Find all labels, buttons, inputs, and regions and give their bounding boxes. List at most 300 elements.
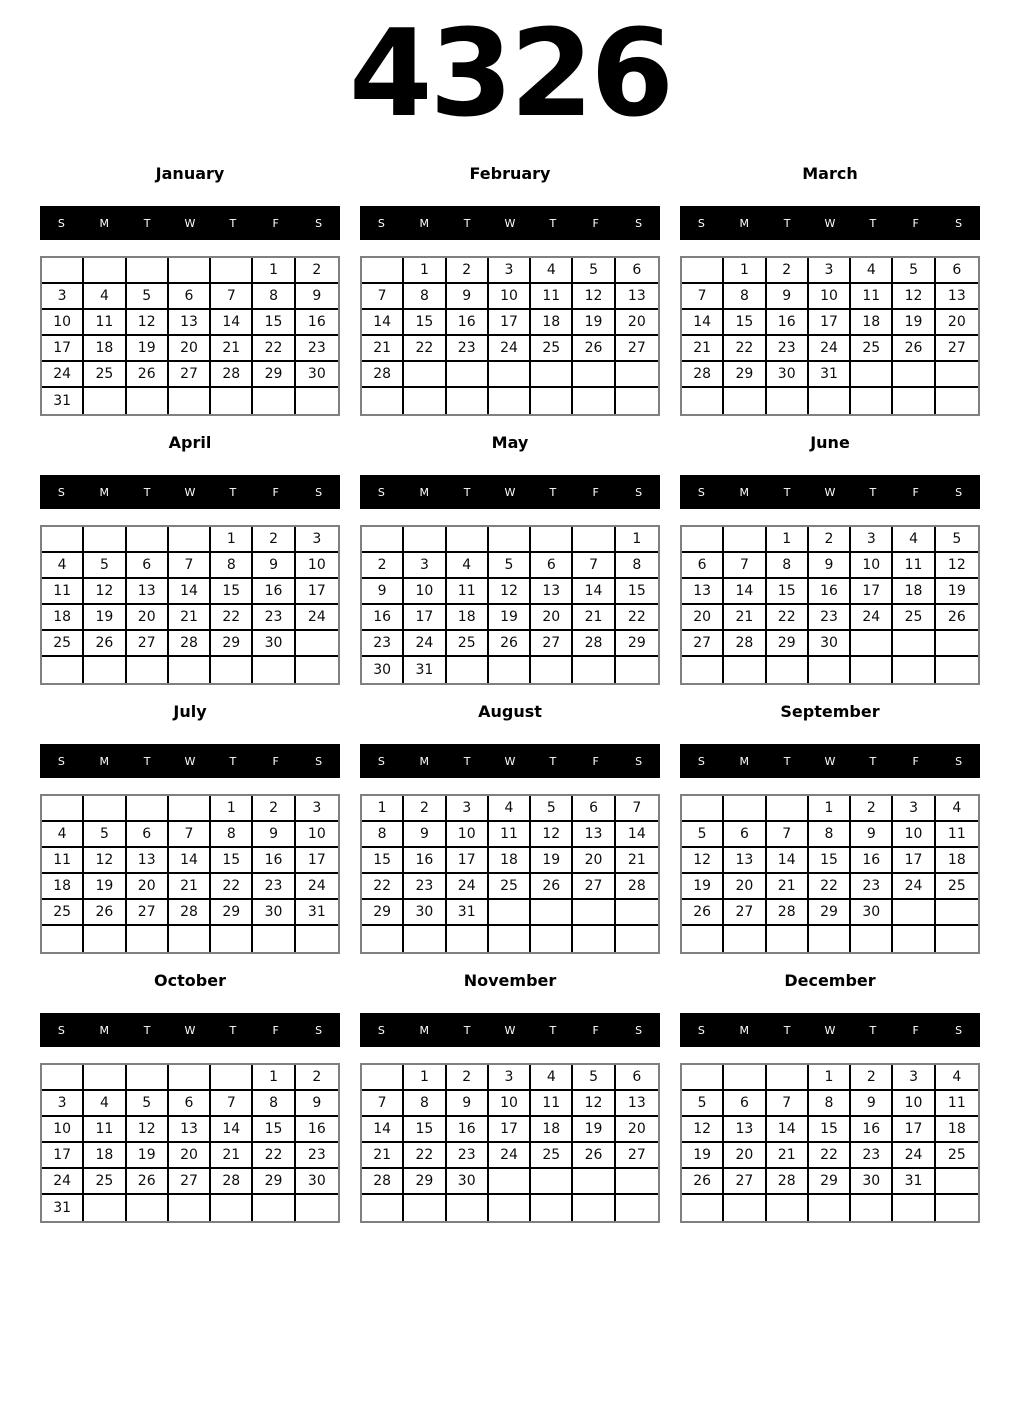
weekday-label: M [419,485,430,499]
month-day-grid [360,1063,660,1223]
weekday-header-bar [680,744,980,778]
empty-day-cell [724,1065,766,1091]
weekday-label: T [229,216,237,230]
day-cell: 1 [767,527,809,553]
empty-day-cell [84,657,126,683]
weekday-label: M [99,216,110,230]
day-cell: 8 [809,822,851,848]
empty-day-cell [573,527,615,553]
day-cell: 27 [573,874,615,900]
day-cell: 23 [851,1143,893,1169]
day-cell: 7 [362,284,404,310]
empty-day-cell [169,388,211,414]
empty-day-cell [724,926,766,952]
day-cell: 12 [489,579,531,605]
day-cell: 5 [682,822,724,848]
day-cell: 21 [362,336,404,362]
empty-day-cell [682,527,724,553]
weekday-label: S [315,1023,323,1037]
weekday-label: S [57,754,65,768]
day-cell: 29 [253,362,295,388]
day-cell: 16 [404,848,446,874]
day-cell: 11 [84,1117,126,1143]
month-day-grid [40,794,340,954]
day-cell: 5 [531,796,573,822]
empty-day-cell [127,657,169,683]
weekday-label: M [739,754,750,768]
day-cell: 6 [724,1091,766,1117]
weekday-header-bar [40,1013,340,1047]
day-cell: 13 [724,848,766,874]
month-block [360,970,660,1223]
day-cell: 4 [531,258,573,284]
empty-day-cell [253,657,295,683]
day-cell: 26 [84,900,126,926]
day-cell: 17 [893,1117,935,1143]
weekday-label: T [869,485,877,499]
month-title: December [784,971,876,990]
weekday-label: W [824,754,836,768]
day-cell: 1 [616,527,658,553]
empty-day-cell [851,631,893,657]
day-cell: 11 [42,579,84,605]
day-cell: 11 [531,1091,573,1117]
day-cell: 5 [682,1091,724,1117]
day-cell: 15 [767,579,809,605]
day-cell: 15 [404,1117,446,1143]
day-cell: 27 [169,1169,211,1195]
day-cell: 27 [724,1169,766,1195]
day-cell: 3 [809,258,851,284]
day-cell: 8 [404,1091,446,1117]
day-cell: 24 [489,1143,531,1169]
weekday-label: M [739,216,750,230]
day-cell: 24 [489,336,531,362]
weekday-label: T [463,485,471,499]
day-cell: 2 [851,1065,893,1091]
empty-day-cell [296,1195,338,1221]
empty-day-cell [296,388,338,414]
day-cell: 1 [724,258,766,284]
day-cell: 5 [84,553,126,579]
day-cell: 16 [809,579,851,605]
empty-day-cell [296,657,338,683]
weekday-label: F [592,754,599,768]
day-cell: 11 [851,284,893,310]
empty-day-cell [42,796,84,822]
empty-day-cell [127,796,169,822]
day-cell: 8 [767,553,809,579]
empty-day-cell [253,388,295,414]
empty-day-cell [84,258,126,284]
empty-day-cell [851,926,893,952]
weekday-label: T [783,1023,791,1037]
day-cell: 17 [893,848,935,874]
day-cell: 4 [42,822,84,848]
day-cell: 5 [84,822,126,848]
empty-day-cell [936,900,978,926]
day-cell: 4 [447,553,489,579]
day-cell: 18 [84,1143,126,1169]
weekday-label: S [315,485,323,499]
day-cell: 16 [851,848,893,874]
empty-day-cell [809,388,851,414]
day-cell: 26 [682,1169,724,1195]
day-cell: 28 [724,631,766,657]
empty-day-cell [127,388,169,414]
day-cell: 3 [42,284,84,310]
day-cell: 18 [42,874,84,900]
day-cell: 12 [936,553,978,579]
day-cell: 18 [531,310,573,336]
empty-day-cell [84,1065,126,1091]
day-cell: 27 [531,631,573,657]
empty-day-cell [809,657,851,683]
day-cell: 25 [851,336,893,362]
empty-day-cell [169,527,211,553]
day-cell: 3 [447,796,489,822]
day-cell: 1 [809,1065,851,1091]
day-cell: 10 [296,822,338,848]
day-cell: 13 [573,822,615,848]
empty-day-cell [127,258,169,284]
day-cell: 3 [851,527,893,553]
day-cell: 19 [127,336,169,362]
empty-day-cell [616,926,658,952]
empty-day-cell [893,926,935,952]
day-cell: 30 [296,1169,338,1195]
day-cell: 27 [682,631,724,657]
day-cell: 23 [404,874,446,900]
month-title: February [469,164,551,183]
weekday-label: W [824,485,836,499]
weekday-label: F [592,485,599,499]
day-cell: 8 [253,284,295,310]
day-cell: 2 [253,527,295,553]
weekday-label: S [377,485,385,499]
day-cell: 2 [404,796,446,822]
day-cell: 20 [682,605,724,631]
weekday-label: T [143,754,151,768]
day-cell: 27 [616,336,658,362]
empty-day-cell [936,388,978,414]
day-cell: 9 [851,1091,893,1117]
day-cell: 10 [42,310,84,336]
day-cell: 11 [936,822,978,848]
day-cell: 22 [253,1143,295,1169]
day-cell: 30 [296,362,338,388]
day-cell: 11 [489,822,531,848]
day-cell: 3 [489,1065,531,1091]
day-cell: 30 [447,1169,489,1195]
empty-day-cell [211,1195,253,1221]
empty-day-cell [893,388,935,414]
day-cell: 7 [724,553,766,579]
day-cell: 2 [767,258,809,284]
day-cell: 4 [936,1065,978,1091]
empty-day-cell [447,926,489,952]
day-cell: 14 [767,1117,809,1143]
empty-day-cell [893,362,935,388]
day-cell: 13 [169,310,211,336]
empty-day-cell [893,1195,935,1221]
empty-day-cell [616,1169,658,1195]
day-cell: 25 [84,1169,126,1195]
day-cell: 16 [851,1117,893,1143]
day-cell: 8 [211,553,253,579]
month-day-grid [40,525,340,685]
weekday-label: T [143,216,151,230]
day-cell: 7 [682,284,724,310]
day-cell: 23 [253,605,295,631]
day-cell: 24 [42,362,84,388]
weekday-label: S [315,754,323,768]
weekday-label: W [184,216,196,230]
day-cell: 2 [447,1065,489,1091]
day-cell: 5 [893,258,935,284]
day-cell: 15 [404,310,446,336]
day-cell: 19 [573,1117,615,1143]
day-cell: 21 [169,605,211,631]
empty-day-cell [616,388,658,414]
day-cell: 20 [573,848,615,874]
weekday-label: F [592,1023,599,1037]
day-cell: 11 [531,284,573,310]
weekday-header-bar [360,475,660,509]
empty-day-cell [42,527,84,553]
day-cell: 24 [447,874,489,900]
empty-day-cell [253,926,295,952]
day-cell: 6 [169,1091,211,1117]
empty-day-cell [851,1195,893,1221]
day-cell: 30 [809,631,851,657]
empty-day-cell [893,900,935,926]
day-cell: 16 [767,310,809,336]
weekday-header-bar [40,206,340,240]
weekday-label: T [549,216,557,230]
day-cell: 22 [253,336,295,362]
day-cell: 23 [253,874,295,900]
weekday-label: F [912,1023,919,1037]
day-cell: 8 [362,822,404,848]
day-cell: 19 [682,874,724,900]
weekday-header-bar [40,744,340,778]
day-cell: 28 [767,1169,809,1195]
day-cell: 28 [211,362,253,388]
weekday-label: S [57,485,65,499]
empty-day-cell [531,1169,573,1195]
day-cell: 30 [851,900,893,926]
day-cell: 6 [936,258,978,284]
empty-day-cell [616,1195,658,1221]
month-day-grid [40,1063,340,1223]
day-cell: 12 [84,579,126,605]
day-cell: 20 [531,605,573,631]
empty-day-cell [169,657,211,683]
day-cell: 28 [362,362,404,388]
day-cell: 4 [936,796,978,822]
day-cell: 15 [809,1117,851,1143]
day-cell: 9 [447,284,489,310]
month-title: March [802,164,858,183]
empty-day-cell [531,362,573,388]
day-cell: 6 [127,822,169,848]
day-cell: 10 [296,553,338,579]
weekday-label: W [504,485,516,499]
weekday-label: W [504,754,516,768]
day-cell: 14 [362,310,404,336]
day-cell: 23 [447,1143,489,1169]
empty-day-cell [573,362,615,388]
day-cell: 26 [893,336,935,362]
day-cell: 27 [616,1143,658,1169]
day-cell: 10 [489,1091,531,1117]
day-cell: 17 [489,1117,531,1143]
day-cell: 22 [809,874,851,900]
empty-day-cell [489,657,531,683]
day-cell: 20 [616,310,658,336]
day-cell: 9 [809,553,851,579]
day-cell: 22 [404,1143,446,1169]
day-cell: 25 [447,631,489,657]
empty-day-cell [489,900,531,926]
day-cell: 19 [936,579,978,605]
day-cell: 20 [169,1143,211,1169]
day-cell: 6 [531,553,573,579]
weekday-label: W [184,485,196,499]
day-cell: 7 [362,1091,404,1117]
day-cell: 23 [851,874,893,900]
weekday-label: T [463,754,471,768]
empty-day-cell [767,796,809,822]
day-cell: 14 [211,310,253,336]
empty-day-cell [851,657,893,683]
day-cell: 14 [682,310,724,336]
day-cell: 29 [211,631,253,657]
day-cell: 19 [84,605,126,631]
day-cell: 20 [169,336,211,362]
day-cell: 10 [893,1091,935,1117]
day-cell: 15 [253,310,295,336]
day-cell: 10 [42,1117,84,1143]
empty-day-cell [489,527,531,553]
day-cell: 6 [616,258,658,284]
day-cell: 21 [767,874,809,900]
month-block [680,970,980,1223]
empty-day-cell [42,258,84,284]
month-block [40,970,340,1223]
day-cell: 19 [531,848,573,874]
day-cell: 15 [253,1117,295,1143]
weekday-label: M [99,485,110,499]
day-cell: 31 [404,657,446,683]
empty-day-cell [169,258,211,284]
day-cell: 10 [809,284,851,310]
weekday-label: T [783,485,791,499]
day-cell: 25 [531,336,573,362]
day-cell: 23 [296,336,338,362]
weekday-header-bar [680,206,980,240]
month-title: May [491,433,529,452]
day-cell: 8 [616,553,658,579]
day-cell: 21 [211,336,253,362]
weekday-label: W [184,1023,196,1037]
month-title: July [173,702,207,721]
empty-day-cell [682,657,724,683]
weekday-label: T [549,485,557,499]
day-cell: 22 [616,605,658,631]
weekday-header-bar [360,1013,660,1047]
day-cell: 6 [724,822,766,848]
month-block [40,701,340,954]
day-cell: 14 [211,1117,253,1143]
day-cell: 27 [724,900,766,926]
day-cell: 8 [253,1091,295,1117]
day-cell: 14 [724,579,766,605]
day-cell: 17 [296,848,338,874]
day-cell: 21 [573,605,615,631]
empty-day-cell [682,1065,724,1091]
weekday-label: S [955,216,963,230]
day-cell: 2 [362,553,404,579]
weekday-label: S [697,1023,705,1037]
day-cell: 12 [893,284,935,310]
empty-day-cell [127,1065,169,1091]
day-cell: 28 [767,900,809,926]
day-cell: 24 [404,631,446,657]
day-cell: 19 [682,1143,724,1169]
day-cell: 17 [851,579,893,605]
empty-day-cell [767,1195,809,1221]
weekday-header-bar [680,475,980,509]
day-cell: 23 [447,336,489,362]
day-cell: 3 [42,1091,84,1117]
day-cell: 9 [851,822,893,848]
day-cell: 26 [531,874,573,900]
empty-day-cell [851,362,893,388]
weekday-label: S [57,1023,65,1037]
day-cell: 18 [893,579,935,605]
day-cell: 30 [362,657,404,683]
empty-day-cell [573,657,615,683]
empty-day-cell [767,657,809,683]
day-cell: 20 [127,874,169,900]
empty-day-cell [404,1195,446,1221]
weekday-label: S [955,1023,963,1037]
day-cell: 2 [296,258,338,284]
day-cell: 5 [573,258,615,284]
day-cell: 10 [489,284,531,310]
empty-day-cell [84,926,126,952]
day-cell: 3 [893,1065,935,1091]
empty-day-cell [127,926,169,952]
day-cell: 24 [893,1143,935,1169]
weekday-label: M [99,754,110,768]
day-cell: 4 [84,1091,126,1117]
day-cell: 28 [169,631,211,657]
empty-day-cell [211,926,253,952]
day-cell: 31 [893,1169,935,1195]
day-cell: 18 [84,336,126,362]
empty-day-cell [573,900,615,926]
empty-day-cell [936,362,978,388]
day-cell: 3 [489,258,531,284]
day-cell: 29 [809,1169,851,1195]
month-title: October [154,971,226,990]
day-cell: 1 [362,796,404,822]
empty-day-cell [851,388,893,414]
day-cell: 30 [253,631,295,657]
